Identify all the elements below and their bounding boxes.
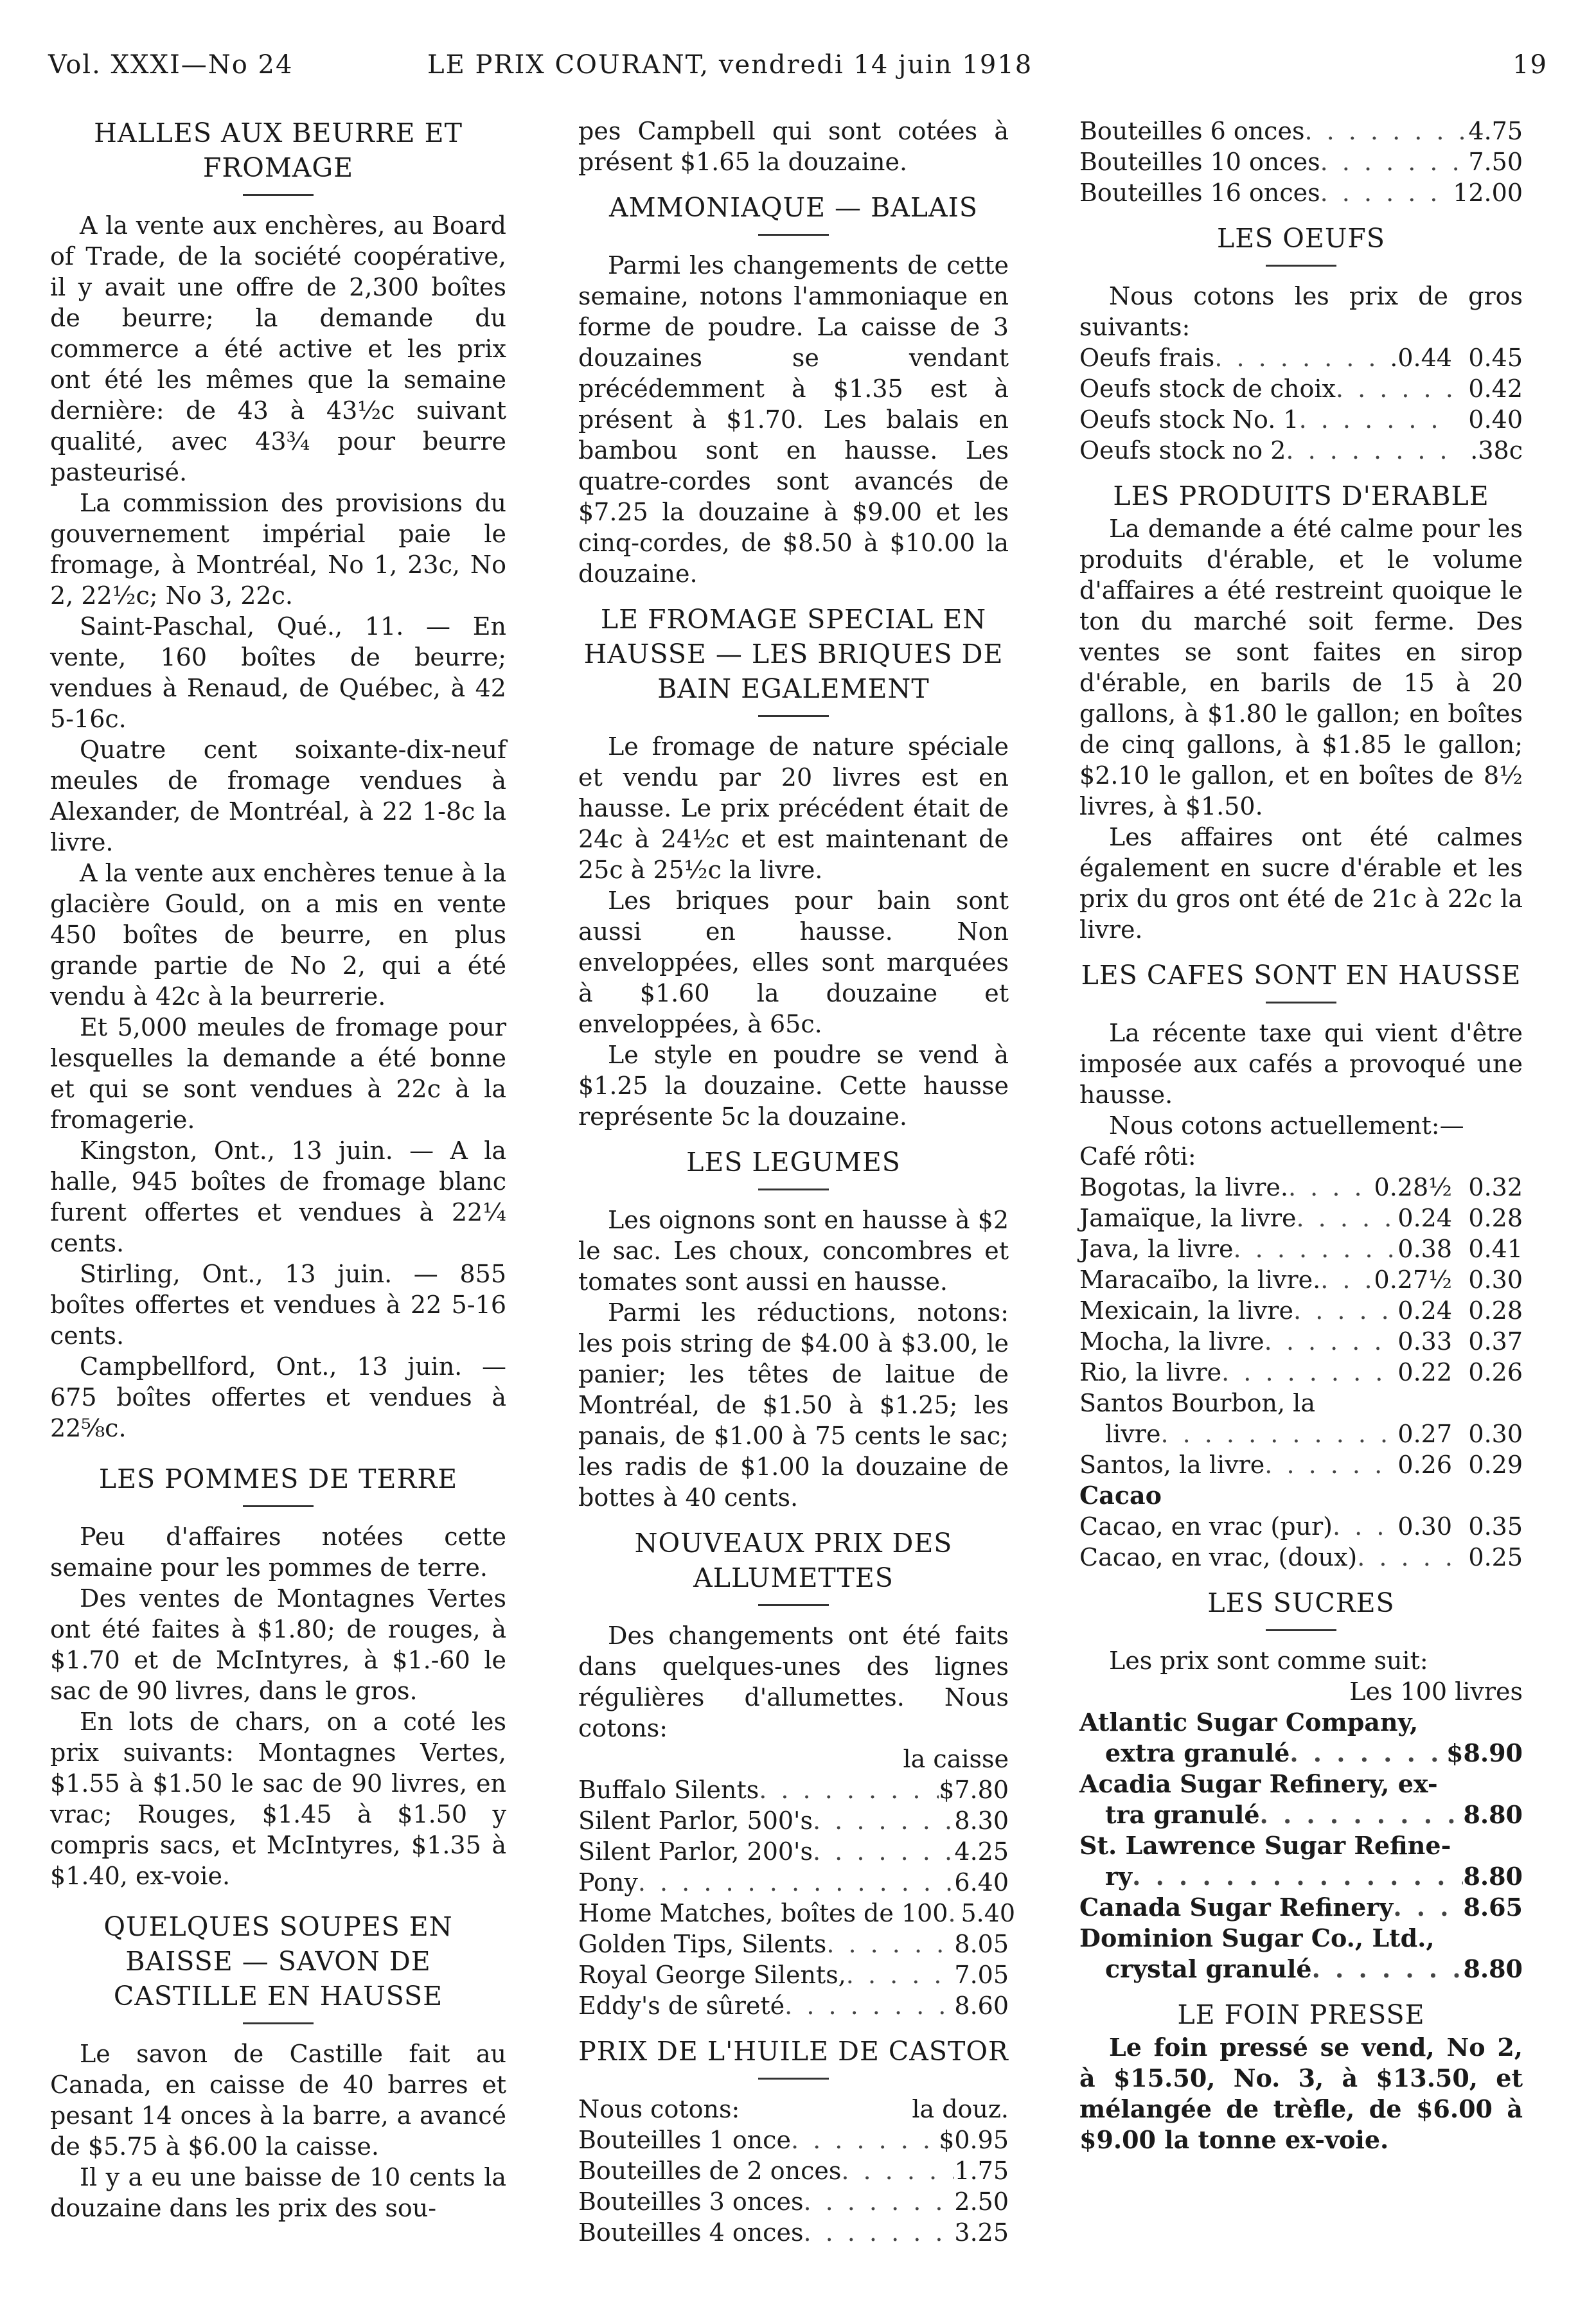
- paragraph: La commission des provisions du gouvernement impérial paie le fromage, à Montréal, No 1, 23c, No 2, 22½c; No 3, 22c.: [50, 489, 506, 610]
- column-3: [1079, 116, 1523, 2155]
- heading-legumes: LES LEGUMES: [686, 1147, 901, 1178]
- heading-halles: HALLES AUX BEURRE ET FROMAGE: [94, 118, 463, 183]
- price-row: Maracaïbo, la livre. . . . 0.27½ 0.30: [1079, 1264, 1523, 1295]
- running-header: [48, 50, 1548, 89]
- section-rule: [758, 1189, 829, 1190]
- heading-oeufs: LES OEUFS: [1217, 223, 1385, 254]
- price-row: Silent Parlor, 200's . . . 4.25: [578, 1836, 1009, 1867]
- paragraph: Parmi les changements de cette semaine, notons l'ammoniaque en forme de poudre. La caisse de 3 douzaines se vendant précédemment à $1.35 est à présent à $1.70. Les balais en bambou sont en hausse. Les quatre-cordes sont avancés de $7.25 la douzaine à $9.00 et les cinq-cordes, de $8.50 à $10.00 la douzaine.: [578, 251, 1009, 588]
- paragraph: Saint-Paschal, Qué., 11. — En vente, 160 boîtes de beurre; vendues à Renaud, de Québec, à 42 5-16c.: [50, 612, 506, 733]
- price-row: Bouteilles de 2 onces . . . 1.75: [578, 2155, 1009, 2186]
- price-unit: la caisse: [903, 1745, 1009, 1773]
- paragraph: Les prix sont comme suit:: [1109, 1647, 1428, 1675]
- price-row: Bouteilles 6 onces . . . 4.75: [1079, 116, 1523, 146]
- publication-title: LE PRIX COURANT, vendredi 14 juin 1918: [427, 50, 1033, 80]
- price-row: Buffalo Silents . . . $7.80: [578, 1774, 1009, 1805]
- price-row: Bouteilles 10 onces . . . 7.50: [1079, 146, 1523, 177]
- paragraph: En lots de chars, on a coté les prix suivants: Montagnes Vertes, $1.55 à $1.50 le sac de 90 livres, en vrac; Rouges, $1.45 à $1.50 y compris sacs, et McIntyres, $1.35 à $1.40, ex-voie.: [50, 1708, 506, 1890]
- paragraph: Des ventes de Montagnes Vertes ont été faites à $1.80; de rouges, à $1.70 et de McIntyres, à $1.-60 le sac de 90 livres, dans le gros.: [50, 1584, 506, 1705]
- price-row: Bouteilles 4 onces . . . 3.25: [578, 2217, 1009, 2248]
- heading-allumettes: NOUVEAUX PRIX DES ALLUMETTES: [634, 1528, 953, 1593]
- section-rule: [1266, 1629, 1336, 1631]
- price-row: livre . . . 0.27 0.30: [1079, 1419, 1523, 1449]
- price-row: Pony . . . 6.40: [578, 1867, 1009, 1898]
- paragraph: Le fromage de nature spéciale et vendu par 20 livres est en hausse. Le prix précédent était de 24c à 24½c et est maintenant de 25c à 25½c la livre.: [578, 732, 1009, 884]
- price-row: Golden Tips, Silents . . . 8.05: [578, 1929, 1009, 1959]
- section-rule: [758, 1604, 829, 1606]
- price-row: Java, la livre . . . 0.38 0.41: [1079, 1233, 1523, 1264]
- section-rule: [1266, 265, 1336, 267]
- section-rule: [758, 715, 829, 717]
- heading-cafes: LES CAFES SONT EN HAUSSE: [1081, 960, 1521, 991]
- price-row-label: St. Lawrence Sugar Refine-: [1079, 1831, 1451, 1860]
- price-row: Bogotas, la livre. . . . 0.28½ 0.32: [1079, 1172, 1523, 1203]
- section-rule: [758, 2078, 829, 2080]
- paragraph: A la vente aux enchères, au Board of Trade, de la société coopérative, il y avait une offre de 2,300 boîtes de beurre; la demande du commerce a été active et les prix ont été les mêmes que la semaine dernière: de 43 à 43½c suivant qualité, avec 43¾ pour beurre pasteurisé.: [50, 211, 506, 486]
- price-row: Santos, la livre . . . 0.26 0.29: [1079, 1449, 1523, 1480]
- section-rule: [243, 2022, 314, 2024]
- heading-pommes: LES POMMES DE TERRE: [98, 1463, 458, 1494]
- heading-soupes: QUELQUES SOUPES EN BAISSE — SAVON DE CASTILLE EN HAUSSE: [103, 1911, 453, 2011]
- price-row: Rio, la livre . . . 0.22 0.26: [1079, 1357, 1523, 1388]
- paragraph: Peu d'affaires notées cette semaine pour les pommes de terre.: [50, 1523, 506, 1582]
- price-row: Bouteilles 3 onces . . . 2.50: [578, 2186, 1009, 2217]
- section-rule: [243, 194, 314, 196]
- subheading: Café rôti:: [1079, 1142, 1196, 1171]
- paragraph: Nous cotons actuellement:—: [1109, 1111, 1464, 1140]
- paragraph: La récente taxe qui vient d'être imposée aux cafés a provoqué une hausse.: [1079, 1019, 1523, 1109]
- price-row: ry . . . 8.80: [1079, 1861, 1523, 1892]
- price-row-label: Acadia Sugar Refinery, ex-: [1079, 1769, 1438, 1798]
- price-row: Bouteilles 1 once . . . $0.95: [578, 2125, 1009, 2155]
- price-row: tra granulé . . . 8.80: [1079, 1799, 1523, 1830]
- page-number: 19: [1512, 50, 1548, 80]
- paragraph: Stirling, Ont., 13 juin. — 855 boîtes offertes et vendues à 22 5-16 cents.: [50, 1260, 506, 1350]
- price-row-label: Atlantic Sugar Company,: [1079, 1708, 1419, 1737]
- heading-sucres: LES SUCRES: [1207, 1587, 1395, 1618]
- price-row: Cacao, en vrac, (doux) . . . 0.25: [1079, 1542, 1523, 1573]
- price-row-label: Dominion Sugar Co., Ltd.,: [1079, 1923, 1435, 1952]
- column-1: [50, 116, 506, 2223]
- price-row: Royal George Silents, . . . 7.05: [578, 1959, 1009, 1990]
- paragraph: Le style en poudre se vend à $1.25 la douzaine. Cette hausse représente 5c la douzaine.: [578, 1041, 1009, 1131]
- column-2: [578, 116, 1016, 2248]
- price-row-label: Santos Bourbon, la: [1079, 1389, 1315, 1417]
- price-row: Oeufs stock no 2 . . . .38c: [1079, 435, 1523, 466]
- price-row: Canada Sugar Refinery . . . 8.65: [1079, 1892, 1523, 1923]
- paragraph: Nous cotons les prix de gros suivants:: [1079, 282, 1523, 341]
- section-rule: [758, 234, 829, 236]
- price-row: Oeufs frais . . . .0.44 0.45: [1079, 342, 1523, 373]
- paragraph: Campbellford, Ont., 13 juin. — 675 boîtes offertes et vendues à 22⅝c.: [50, 1352, 506, 1442]
- price-row: crystal granulé . . . 8.80: [1079, 1954, 1523, 1985]
- paragraph: La demande a été calme pour les produits d'érable, et le volume d'affaires a été restreint quoique le ton du marché soit ferme. Des ventes se sont faites en sirop d'érable, en barils de 15 à 20 gallons, à $1.80 le gallon; en boîtes de cinq gallons, à $1.85 le gallon; $2.10 le gallon, et en boîtes de 8½ livres, à $1.50.: [1079, 515, 1523, 820]
- subheading-cacao: Cacao: [1079, 1481, 1162, 1510]
- paragraph: Les oignons sont en hausse à $2 le sac. Les choux, concombres et tomates sont aussi en hausse.: [578, 1206, 1009, 1296]
- paragraph: Des changements ont été faits dans quelques-unes des lignes régulières d'allumettes. Nous cotons:: [578, 1622, 1009, 1742]
- price-row: Mocha, la livre . . . 0.33 0.37: [1079, 1326, 1523, 1357]
- price-row: Bouteilles 16 onces . . . 12.00: [1079, 177, 1523, 208]
- price-row: Home Matches, boîtes de 100 . . . 5.40: [578, 1898, 1009, 1929]
- heading-ammoniaque: AMMONIAQUE — BALAIS: [609, 192, 978, 223]
- paragraph: Les affaires ont été calmes également en sucre d'érable et les prix du gros ont été de 21c à 22c la livre.: [1079, 823, 1523, 944]
- section-rule: [243, 1505, 314, 1507]
- price-row: Oeufs stock de choix . . . 0.42: [1079, 373, 1523, 404]
- paragraph: Parmi les réductions, notons: les pois string de $4.00 à $3.00, le panier; les têtes de laitue de Montréal, de $1.50 à $1.25; les panais, de $1.00 à 75 cents le sac; les radis de $1.00 la douzaine de bottes à 40 cents.: [578, 1298, 1009, 1512]
- heading-fromage-special: LE FROMAGE SPECIAL EN HAUSSE — LES BRIQUES DE BAIN EGALEMENT: [583, 604, 1004, 704]
- volume-number: Vol. XXXI—No 24: [48, 50, 294, 80]
- heading-foin: LE FOIN PRESSE: [1177, 1999, 1425, 2030]
- paragraph: pes Campbell qui sont cotées à présent $1.65 la douzaine.: [578, 117, 1009, 176]
- price-row: Oeufs stock No. 1 . . . 0.40: [1079, 404, 1523, 435]
- paragraph: Quatre cent soixante-dix-neuf meules de fromage vendues à Alexander, de Montréal, à 22 1-8c la livre.: [50, 736, 506, 856]
- price-row: Cacao, en vrac (pur) . . . 0.30 0.35: [1079, 1511, 1523, 1542]
- price-row: Eddy's de sûreté . . . 8.60: [578, 1990, 1009, 2021]
- price-row: Silent Parlor, 500's . . . 8.30: [578, 1805, 1009, 1836]
- price-row: extra granulé . . . $8.90: [1079, 1738, 1523, 1769]
- price-row: Mexicain, la livre . . . 0.24 0.28: [1079, 1295, 1523, 1326]
- paragraph: Il y a eu une baisse de 10 cents la douzaine dans les prix des sou-: [50, 2163, 506, 2222]
- price-header: Nous cotons: la douz.: [578, 2095, 1009, 2123]
- paragraph: Le savon de Castille fait au Canada, en caisse de 40 barres et pesant 14 onces à la barre, a avancé de $5.75 à $6.00 la caisse.: [50, 2040, 506, 2161]
- price-row: Jamaïque, la livre . . . 0.24 0.28: [1079, 1203, 1523, 1233]
- paragraph: Les briques pour bain sont aussi en hausse. Non enveloppées, elles sont marquées à $1.60 la douzaine et enveloppées, à 65c.: [578, 887, 1009, 1038]
- paragraph: Kingston, Ont., 13 juin. — A la halle, 945 boîtes de fromage blanc furent offertes et vendues à 22¼ cents.: [50, 1136, 506, 1257]
- paragraph: Le foin pressé se vend, No 2, à $15.50, No. 3, à $13.50, et mélangée de trèfle, de $6.00 à $9.00 la tonne ex-voie.: [1079, 2033, 1523, 2154]
- section-rule: [1266, 1002, 1336, 1003]
- heading-erable: LES PRODUITS D'ERABLE: [1113, 481, 1489, 511]
- paragraph: A la vente aux enchères tenue à la glacière Gould, on a mis en vente 450 boîtes de beurre, en plus grande partie de No 2, qui a été vendu à 42c à la beurrerie.: [50, 859, 506, 1011]
- price-unit: Les 100 livres: [1349, 1677, 1523, 1706]
- paragraph: Et 5,000 meules de fromage pour lesquelles la demande a été bonne et qui se sont vendues à 22c à la fromagerie.: [50, 1013, 506, 1134]
- heading-castor: PRIX DE L'HUILE DE CASTOR: [578, 2036, 1009, 2067]
